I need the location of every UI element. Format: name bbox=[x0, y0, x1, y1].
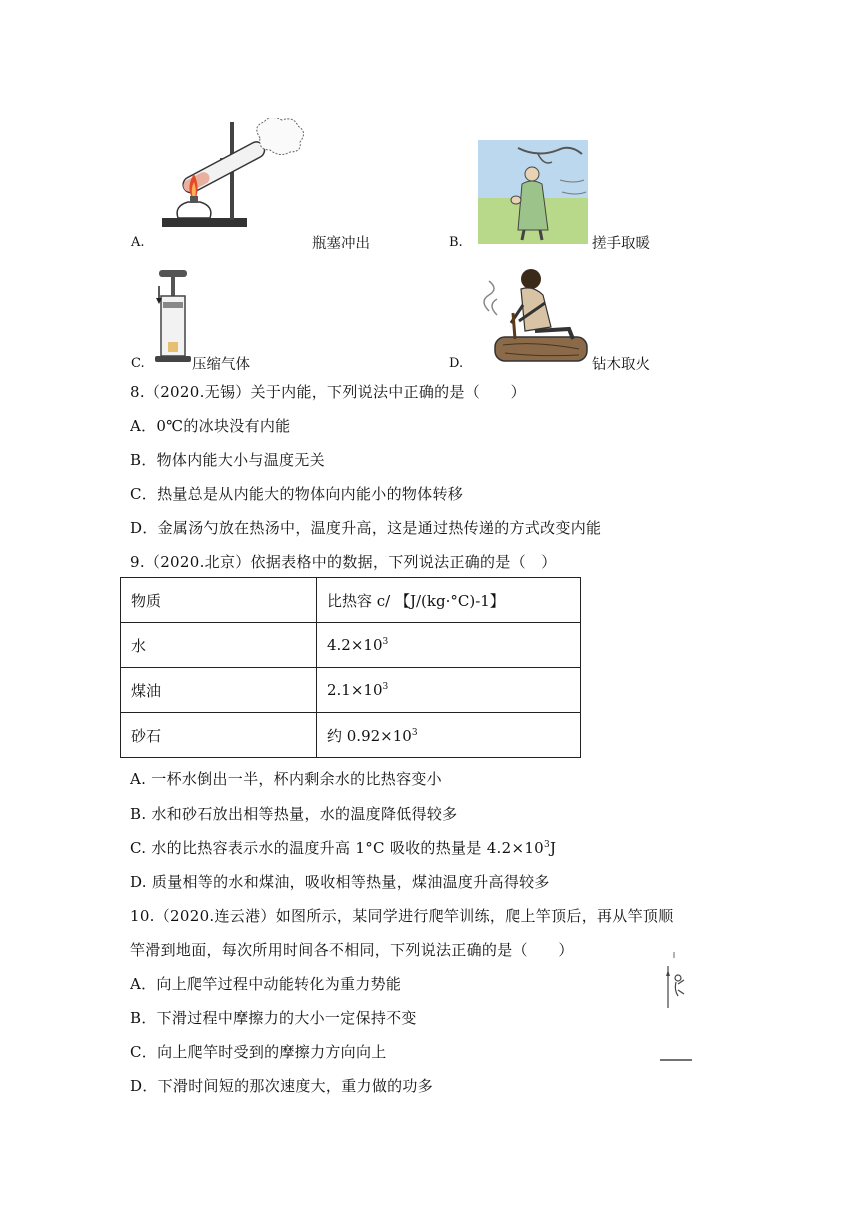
table-cell-name: 煤油 bbox=[121, 668, 317, 713]
table-row bbox=[121, 668, 581, 713]
table-cell-value: 约 $0.92\times 10^3$ bbox=[317, 713, 581, 758]
q8-option-c: C．热量总是从内能大的物体向内能小的物体转移 bbox=[130, 485, 464, 503]
option-caption-a: 瓶塞冲出 bbox=[312, 236, 370, 252]
specific-heat-table bbox=[120, 577, 581, 758]
q9-stem: 9.（2020.北京）依据表格中的数据，下列说法正确的是（ ） bbox=[130, 553, 557, 571]
table-header-specific-heat: 比热容 c/ 【J/(kg·°C)-1】 bbox=[317, 578, 581, 623]
q10-stem-line2: 竿滑到地面，每次所用时间各不相同，下列说法正确的是（ ） bbox=[130, 941, 574, 959]
table-cell-name: 砂石 bbox=[121, 713, 317, 758]
q8-option-d: D．金属汤勺放在热汤中，温度升高，这是通过热传递的方式改变内能 bbox=[130, 519, 602, 537]
pole-climbing-icon bbox=[656, 950, 696, 1066]
drill-wood-fire-icon bbox=[475, 265, 590, 367]
q9-option-d: D. 质量相等的水和煤油，吸收相等热量，煤油温度升高得较多 bbox=[130, 873, 550, 891]
q8-option-b: B．物体内能大小与温度无关 bbox=[130, 451, 325, 469]
table-row bbox=[121, 623, 581, 668]
q8-stem: 8.（2020.无锡）关于内能，下列说法中正确的是（ ） bbox=[130, 383, 526, 401]
q9-option-c: C. 水的比热容表示水的温度升高 1°C 吸收的热量是 $4.2\times 10^3J$ bbox=[130, 839, 557, 857]
option-letter-d: D. bbox=[449, 356, 464, 371]
table-header-row bbox=[121, 578, 581, 623]
q9-option-a: A. 一杯水倒出一半，杯内剩余水的比热容变小 bbox=[130, 770, 442, 788]
option-letter-b: B. bbox=[449, 235, 463, 250]
test-tube-stopper-icon bbox=[160, 118, 310, 243]
option-letter-c: C. bbox=[131, 356, 145, 371]
table-cell-value: $4.2\times 10^3$ bbox=[317, 623, 581, 668]
table-header-substance: 物质 bbox=[121, 578, 317, 623]
option-caption-c: 压缩气体 bbox=[192, 357, 250, 373]
table-cell-value: $2.1\times 10^3$ bbox=[317, 668, 581, 713]
rubbing-hands-icon bbox=[478, 140, 588, 244]
q10-option-c: C．向上爬竿时受到的摩擦力方向向上 bbox=[130, 1043, 387, 1061]
q10-option-d: D．下滑时间短的那次速度大，重力做的功多 bbox=[130, 1077, 434, 1095]
air-compression-cylinder-icon bbox=[153, 268, 193, 368]
table-row bbox=[121, 713, 581, 758]
q9-option-b: B. 水和砂石放出相等热量，水的温度降低得较多 bbox=[130, 805, 458, 823]
table-cell-name: 水 bbox=[121, 623, 317, 668]
q10-option-a: A．向上爬竿过程中动能转化为重力势能 bbox=[130, 975, 402, 993]
q10-option-b: B．下滑过程中摩擦力的大小一定保持不变 bbox=[130, 1009, 417, 1027]
option-caption-d: 钻木取火 bbox=[592, 357, 650, 373]
option-caption-b: 搓手取暖 bbox=[592, 236, 650, 252]
q8-option-a: A．0℃的冰块没有内能 bbox=[130, 417, 291, 435]
option-letter-a: A. bbox=[131, 235, 145, 250]
q10-stem-line1: 10.（2020.连云港）如图所示，某同学进行爬竿训练，爬上竿顶后，再从竿顶顺 bbox=[130, 907, 674, 925]
